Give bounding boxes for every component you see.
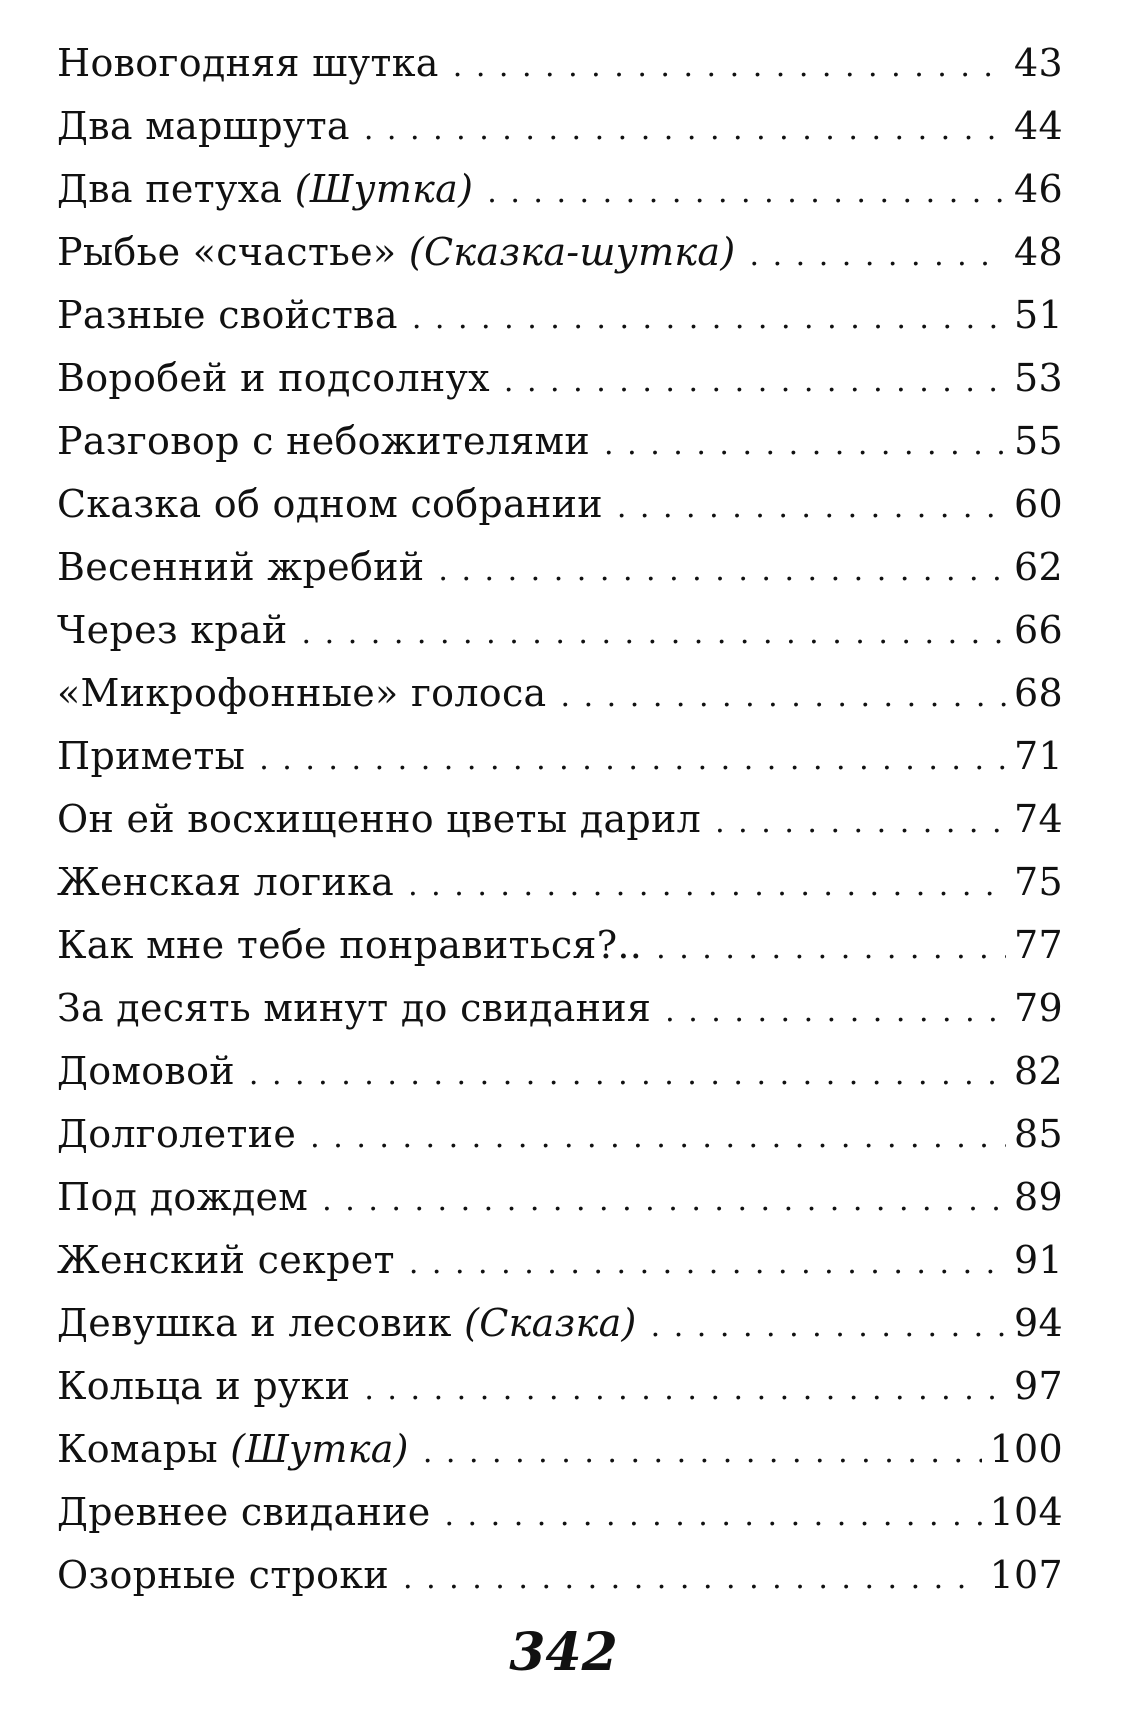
- dot-leader: [617, 476, 1006, 539]
- toc-entry: [57, 725, 1063, 788]
- toc-entry-page: 85: [1014, 1112, 1063, 1156]
- toc-entry-title: [57, 221, 736, 284]
- toc-entry: [57, 158, 1063, 221]
- page-number: 342: [509, 1622, 618, 1683]
- dot-leader: [604, 413, 1006, 476]
- dot-leader: [408, 854, 1006, 917]
- toc-entry-title-text: Через край: [57, 608, 288, 652]
- dot-leader: [412, 287, 1006, 350]
- toc-entry: [57, 1292, 1063, 1355]
- toc-entry-title-text: Весенний жребий: [57, 545, 425, 589]
- toc-entry-page: 100: [989, 1427, 1063, 1471]
- dot-leader: [423, 1421, 982, 1484]
- toc-entry-page: 104: [989, 1490, 1063, 1534]
- dot-leader: [310, 1106, 1006, 1169]
- toc-entry-title-text: Воробей и подсолнух: [57, 356, 490, 400]
- toc-entry-page: 43: [1014, 41, 1063, 85]
- toc-entry-title-text: «Микрофонные» голоса: [57, 671, 547, 715]
- toc-entry-title-text: Домовой: [57, 1049, 235, 1093]
- toc-entry-title: [57, 662, 547, 725]
- toc-entry-page: 66: [1014, 608, 1063, 652]
- toc-entry: [57, 914, 1063, 977]
- toc-entry-page: 55: [1014, 419, 1063, 463]
- toc-entry-subtitle: (Сказка): [464, 1301, 637, 1345]
- toc-entry-title: [57, 1292, 637, 1355]
- toc-entry-subtitle: (Сказка-шутка): [408, 230, 736, 274]
- toc-entry-title-text: Кольца и руки: [57, 1364, 351, 1408]
- toc-entry: [57, 95, 1063, 158]
- toc-entry-page: 74: [1014, 797, 1063, 841]
- toc-entry-title: [57, 284, 398, 347]
- toc-entry-title-text: Женская логика: [57, 860, 395, 904]
- dot-leader: [665, 980, 1006, 1043]
- toc-entry-page: 44: [1014, 104, 1063, 148]
- toc-entry-title-text: Девушка и лесовик: [57, 1301, 452, 1345]
- toc-entry-page: 60: [1014, 482, 1063, 526]
- toc-entry: [57, 977, 1063, 1040]
- toc-entry: [57, 473, 1063, 536]
- toc-entry-title: [57, 914, 642, 977]
- toc-entry-page: 77: [1014, 923, 1063, 967]
- toc-entry-page: 79: [1014, 986, 1063, 1030]
- toc-entry: [57, 851, 1063, 914]
- toc-entry-page: 107: [989, 1553, 1063, 1597]
- toc-entry-title: [57, 1544, 389, 1607]
- toc-entry-title: [57, 851, 394, 914]
- toc-entry-title: [57, 536, 424, 599]
- dot-leader: [487, 161, 1006, 224]
- toc-entry-page: 97: [1014, 1364, 1063, 1408]
- dot-leader: [750, 224, 1007, 287]
- dot-leader: [249, 1043, 1006, 1106]
- toc-entry-subtitle: (Шутка): [294, 167, 474, 211]
- toc-entry-title-text: За десять минут до свидания: [57, 986, 652, 1030]
- toc-entry-page: 82: [1014, 1049, 1063, 1093]
- toc-entry-title-text: Разговор с небожителями: [57, 419, 591, 463]
- toc-entry-page: 91: [1014, 1238, 1063, 1282]
- toc-entry-title-text: Комары: [57, 1427, 218, 1471]
- toc-entry-title-text: Сказка об одном собрании: [57, 482, 603, 526]
- table-of-contents: [57, 32, 1063, 1607]
- toc-entry-page: 71: [1014, 734, 1063, 778]
- toc-entry-title-text: Два петуха: [57, 167, 283, 211]
- toc-entry-title-text: Женский секрет: [57, 1238, 395, 1282]
- dot-leader: [259, 728, 1006, 791]
- dot-leader: [302, 602, 1006, 665]
- toc-entry: [57, 788, 1063, 851]
- toc-entry-title: [57, 473, 603, 536]
- toc-entry-title-text: Два маршрута: [57, 104, 350, 148]
- toc-entry-title: [57, 1481, 430, 1544]
- toc-entry-title: [57, 599, 288, 662]
- toc-entry: [57, 1481, 1063, 1544]
- toc-entry-title: [57, 1229, 395, 1292]
- toc-entry-page: 46: [1014, 167, 1063, 211]
- toc-entry: [57, 410, 1063, 473]
- toc-entry-title: [57, 32, 439, 95]
- toc-entry-title: [57, 347, 490, 410]
- toc-entry-title: [57, 1418, 409, 1481]
- dot-leader: [322, 1169, 1006, 1232]
- toc-entry-title: [57, 1355, 350, 1418]
- toc-entry-title: [57, 1103, 296, 1166]
- toc-entry-title: [57, 1040, 235, 1103]
- toc-entry-title-text: Он ей восхищенно цветы дарил: [57, 797, 702, 841]
- toc-entry-title-text: Под дождем: [57, 1175, 309, 1219]
- toc-entry-subtitle: (Шутка): [230, 1427, 409, 1471]
- toc-entry-page: 68: [1014, 671, 1063, 715]
- toc-entry: [57, 221, 1063, 284]
- dot-leader: [438, 539, 1006, 602]
- dot-leader: [444, 1484, 981, 1547]
- toc-entry: [57, 1544, 1063, 1607]
- toc-entry: [57, 1229, 1063, 1292]
- toc-entry: [57, 1355, 1063, 1418]
- toc-entry-title: [57, 1166, 308, 1229]
- toc-entry-page: 75: [1014, 860, 1063, 904]
- dot-leader: [453, 35, 1006, 98]
- dot-leader: [656, 917, 1006, 980]
- toc-entry-page: 62: [1014, 545, 1063, 589]
- toc-entry-title-text: Разные свойства: [57, 293, 398, 337]
- toc-entry-title-text: Как мне тебе понравиться?..: [57, 923, 643, 967]
- toc-entry-title: [57, 158, 473, 221]
- toc-entry: [57, 347, 1063, 410]
- toc-entry-title: [57, 410, 590, 473]
- dot-leader: [409, 1232, 1006, 1295]
- toc-entry-page: 94: [1014, 1301, 1063, 1345]
- toc-entry: [57, 662, 1063, 725]
- toc-entry-title-text: Новогодняя шутка: [57, 41, 439, 85]
- toc-entry-title-text: Долголетие: [57, 1112, 297, 1156]
- toc-entry: [57, 32, 1063, 95]
- dot-leader: [504, 350, 1006, 413]
- toc-entry-page: 48: [1014, 230, 1063, 274]
- toc-entry-title: [57, 977, 651, 1040]
- toc-entry-page: 53: [1014, 356, 1063, 400]
- toc-entry: [57, 1418, 1063, 1481]
- dot-leader: [364, 98, 1006, 161]
- toc-entry-title-text: Рыбье «счастье»: [57, 230, 397, 274]
- toc-entry: [57, 1040, 1063, 1103]
- toc-entry-title-text: Древнее свидание: [57, 1490, 431, 1534]
- dot-leader: [651, 1295, 1006, 1358]
- toc-entry-page: 51: [1014, 293, 1063, 337]
- toc-entry: [57, 599, 1063, 662]
- toc-entry-page: 89: [1014, 1175, 1063, 1219]
- dot-leader: [561, 665, 1007, 728]
- toc-entry: [57, 1166, 1063, 1229]
- dot-leader: [403, 1547, 982, 1610]
- toc-entry: [57, 1103, 1063, 1166]
- toc-entry-title-text: Озорные строки: [57, 1553, 390, 1597]
- toc-entry-title: [57, 95, 350, 158]
- toc-entry-title: [57, 788, 701, 851]
- toc-entry-title-text: Приметы: [57, 734, 246, 778]
- toc-entry: [57, 536, 1063, 599]
- dot-leader: [364, 1358, 1006, 1421]
- dot-leader: [715, 791, 1006, 854]
- toc-entry: [57, 284, 1063, 347]
- toc-entry-title: [57, 725, 245, 788]
